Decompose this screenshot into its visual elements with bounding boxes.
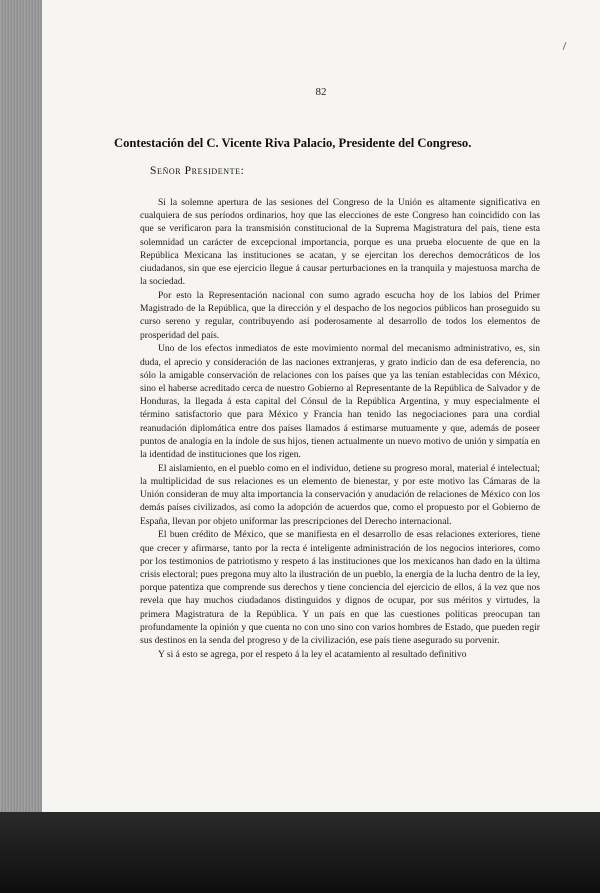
page-number: 82	[315, 86, 327, 98]
salutation: Señor Presidente:	[150, 165, 245, 177]
paragraph: El aislamiento, en el pueblo como en el individuo, detiene su progreso moral, material é intelectual; la multiplicidad de sus relaciones es un elemento de bienestar, y por este motivo las Cámaras de la Unión consideran de muy alta importancia la conservación y anudación de relaciones de México con los demás países civilizados, así como la adopción de acuerdos que, como el propuesto por el Gobierno de España, llevan por objeto uniformar las prescripciones del Derecho internacional.	[140, 462, 540, 527]
scan-border	[0, 0, 42, 893]
paragraph: Y si á esto se agrega, por el respeto á la ley el acatamiento al resultado definitivo	[158, 648, 467, 660]
scan-bottom-edge	[0, 812, 600, 893]
document-page	[42, 0, 600, 812]
paragraph: Por esto la Representación nacional con sumo agrado escucha hoy de los labios del Primer Magistrado de la República, que la dirección y el despacho de los negocios públicos han proseguido su curso sereno y regular, contribuyendo así poderosamente al desarrollo de todos los elementos de prosperidad del país.	[140, 290, 540, 341]
speech-title: Contestación del C. Vicente Riva Palacio, Presidente del Congreso.	[114, 136, 472, 150]
paragraph: Uno de los efectos inmediatos de este movimiento normal del mecanismo administrativo, es, sin duda, el aprecio y consideración de las naciones extranjeras, y grato indicio dan de esa deferencia, no sólo la amigable conservación de relaciones con los países que ya las tenían establecidas con México, sino el haberse acreditado cerca de nuestro Gobierno al Representante de la República de Salvador y de Honduras, la llegada á esta capital del Cónsul de la República Argentina, y muy especialmente el término satisfactorio que para México y Francia han tenido las negociaciones para una cordial reanudación diplomática entre dos países llamados á estimarse mutuamente y que, además de poseer puntos de analogía en la índole de sus hijos, tienen actualmente un nuevo motivo de unión y simpatía en la identidad de instituciones que los rigen.	[140, 343, 540, 461]
body-text	[140, 196, 540, 661]
scan-mark	[563, 42, 567, 50]
paragraph: Si la solemne apertura de las sesiones del Congreso de la Unión es altamente significativa en cualquiera de sus períodos ordinarios, hoy que las elecciones de este Congreso han coincidido con las que se verificaron para la transmisión constitucional de la Suprema Magistratura del país, tiene esta solemnidad un carácter de excepcional importancia, porque es una prueba elocuente de que en la República Mexicana las instituciones se acatan, y se ejercitan los derechos democráticos de los ciudadanos, sin que ese ejercicio llegue á causar perturbaciones en la tranquila y majestuosa marcha de la sociedad.	[140, 197, 540, 288]
paragraph: El buen crédito de México, que se manifiesta en el desarrollo de esas relaciones exteriores, tiene que crecer y afirmarse, tanto por la recta é inteligente administración de los negocios interiores, como por los testimonios de patriotismo y respeto á las instituciones que los mexicanos han dado en la última crisis electoral; pues pregona muy alto la ilustración de un pueblo, la energía de la lucha dentro de la ley, porque patentiza que comprende sus derechos y tiene conciencia del ejercicio de ellos, á la vez que nos revela que hay muchos ciudadanos distinguidos y dignos de ocupar, por sus méritos y virtudes, la primera Magistratura de la República. Y un país en que las cuestiones políticas preocupan tan profundamente la opinión y que cuenta no con uno sino con varios hombres de Estado, que pueden regir sus destinos en la senda del progreso y de la civilización, ese país tiene asegurado su porvenir.	[140, 529, 540, 647]
